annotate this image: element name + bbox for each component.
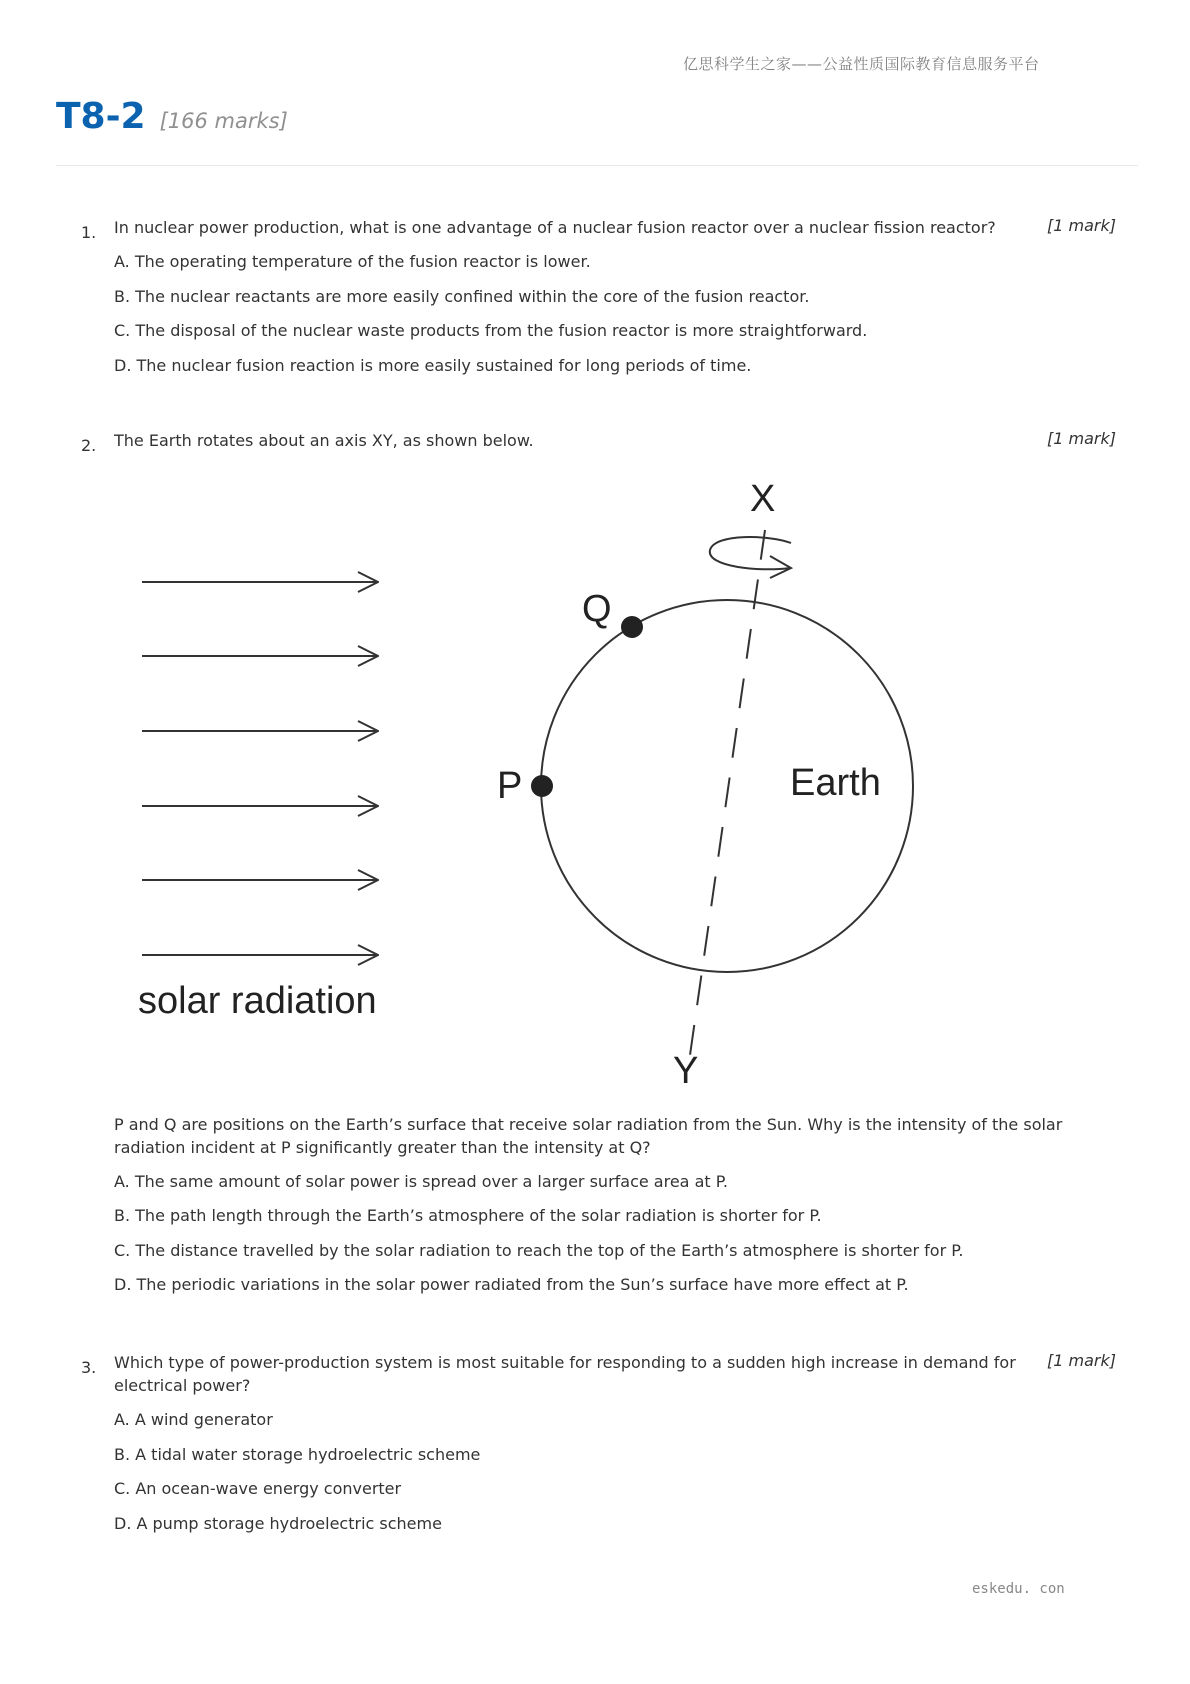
option-d: D. The nuclear fusion reaction is more easily sustained for long periods of time. <box>114 356 752 375</box>
question-3 <box>56 1351 1116 1541</box>
rotation-arrow-head <box>770 556 791 578</box>
label-q: Q <box>582 588 612 630</box>
option-b: B. The path length through the Earth’s atmosphere of the solar radiation is shorter for P. <box>114 1206 822 1225</box>
question-body-line: radiation incident at P significantly greater than the intensity at Q? <box>114 1138 651 1157</box>
question-marks: [1 mark] <box>1047 216 1116 235</box>
question-body-line: P and Q are positions on the Earth’s surface that receive solar radiation from the Sun. Why is the intensity of the solar <box>114 1115 1063 1134</box>
rotation-axis <box>690 530 765 1055</box>
question-number: 2. <box>81 436 97 455</box>
point-q <box>621 616 643 638</box>
label-x: X <box>750 478 776 520</box>
option-c: C. The distance travelled by the solar radiation to reach the top of the Earth’s atmosphere is shorter for P. <box>114 1241 964 1260</box>
footer-site-text: eskedu. con <box>972 1581 1065 1597</box>
option-d: D. A pump storage hydroelectric scheme <box>114 1514 442 1533</box>
option-d: D. The periodic variations in the solar power radiated from the Sun’s surface have more effect at P. <box>114 1275 909 1294</box>
title-row <box>56 96 288 137</box>
rotation-arrow <box>710 537 791 569</box>
title-divider <box>56 165 1138 166</box>
option-b: B. A tidal water storage hydroelectric scheme <box>114 1445 481 1464</box>
solar-radiation-label: solar radiation <box>138 980 377 1022</box>
page-title: T8-2 <box>56 96 146 137</box>
earth-diagram <box>130 475 930 1090</box>
question-text-line: electrical power? <box>114 1376 251 1395</box>
option-a: A. A wind generator <box>114 1410 273 1429</box>
option-c: C. An ocean-wave energy converter <box>114 1479 402 1498</box>
option-c: C. The disposal of the nuclear waste products from the fusion reactor is more straightforward. <box>114 321 868 340</box>
option-a: A. The operating temperature of the fusion reactor is lower. <box>114 252 591 271</box>
question-number: 3. <box>81 1358 97 1377</box>
question-marks: [1 mark] <box>1047 1351 1116 1370</box>
question-text: In nuclear power production, what is one advantage of a nuclear fusion reactor over a nuclear fission reactor? <box>114 218 996 237</box>
option-a: A. The same amount of solar power is spread over a larger surface area at P. <box>114 1172 728 1191</box>
question-2 <box>56 429 1116 469</box>
header-site-text: 亿思科学生之家——公益性质国际教育信息服务平台 <box>683 55 1040 73</box>
point-p <box>531 775 553 797</box>
total-marks: [166 marks] <box>159 109 288 133</box>
question-text-line: Which type of power-production system is most suitable for responding to a sudden high increase in demand for <box>114 1353 1016 1372</box>
question-text <box>114 1351 1016 1397</box>
earth-rotation-figure <box>130 475 930 1090</box>
question-number: 1. <box>81 223 97 242</box>
question-2-body <box>114 1113 1062 1159</box>
question-marks: [1 mark] <box>1047 429 1116 448</box>
label-earth: Earth <box>790 762 881 804</box>
question-text: The Earth rotates about an axis XY, as shown below. <box>114 431 534 450</box>
option-b: B. The nuclear reactants are more easily confined within the core of the fusion reactor. <box>114 287 810 306</box>
label-p: P <box>497 765 523 807</box>
label-y: Y <box>673 1050 699 1090</box>
question-1 <box>56 216 1116 376</box>
